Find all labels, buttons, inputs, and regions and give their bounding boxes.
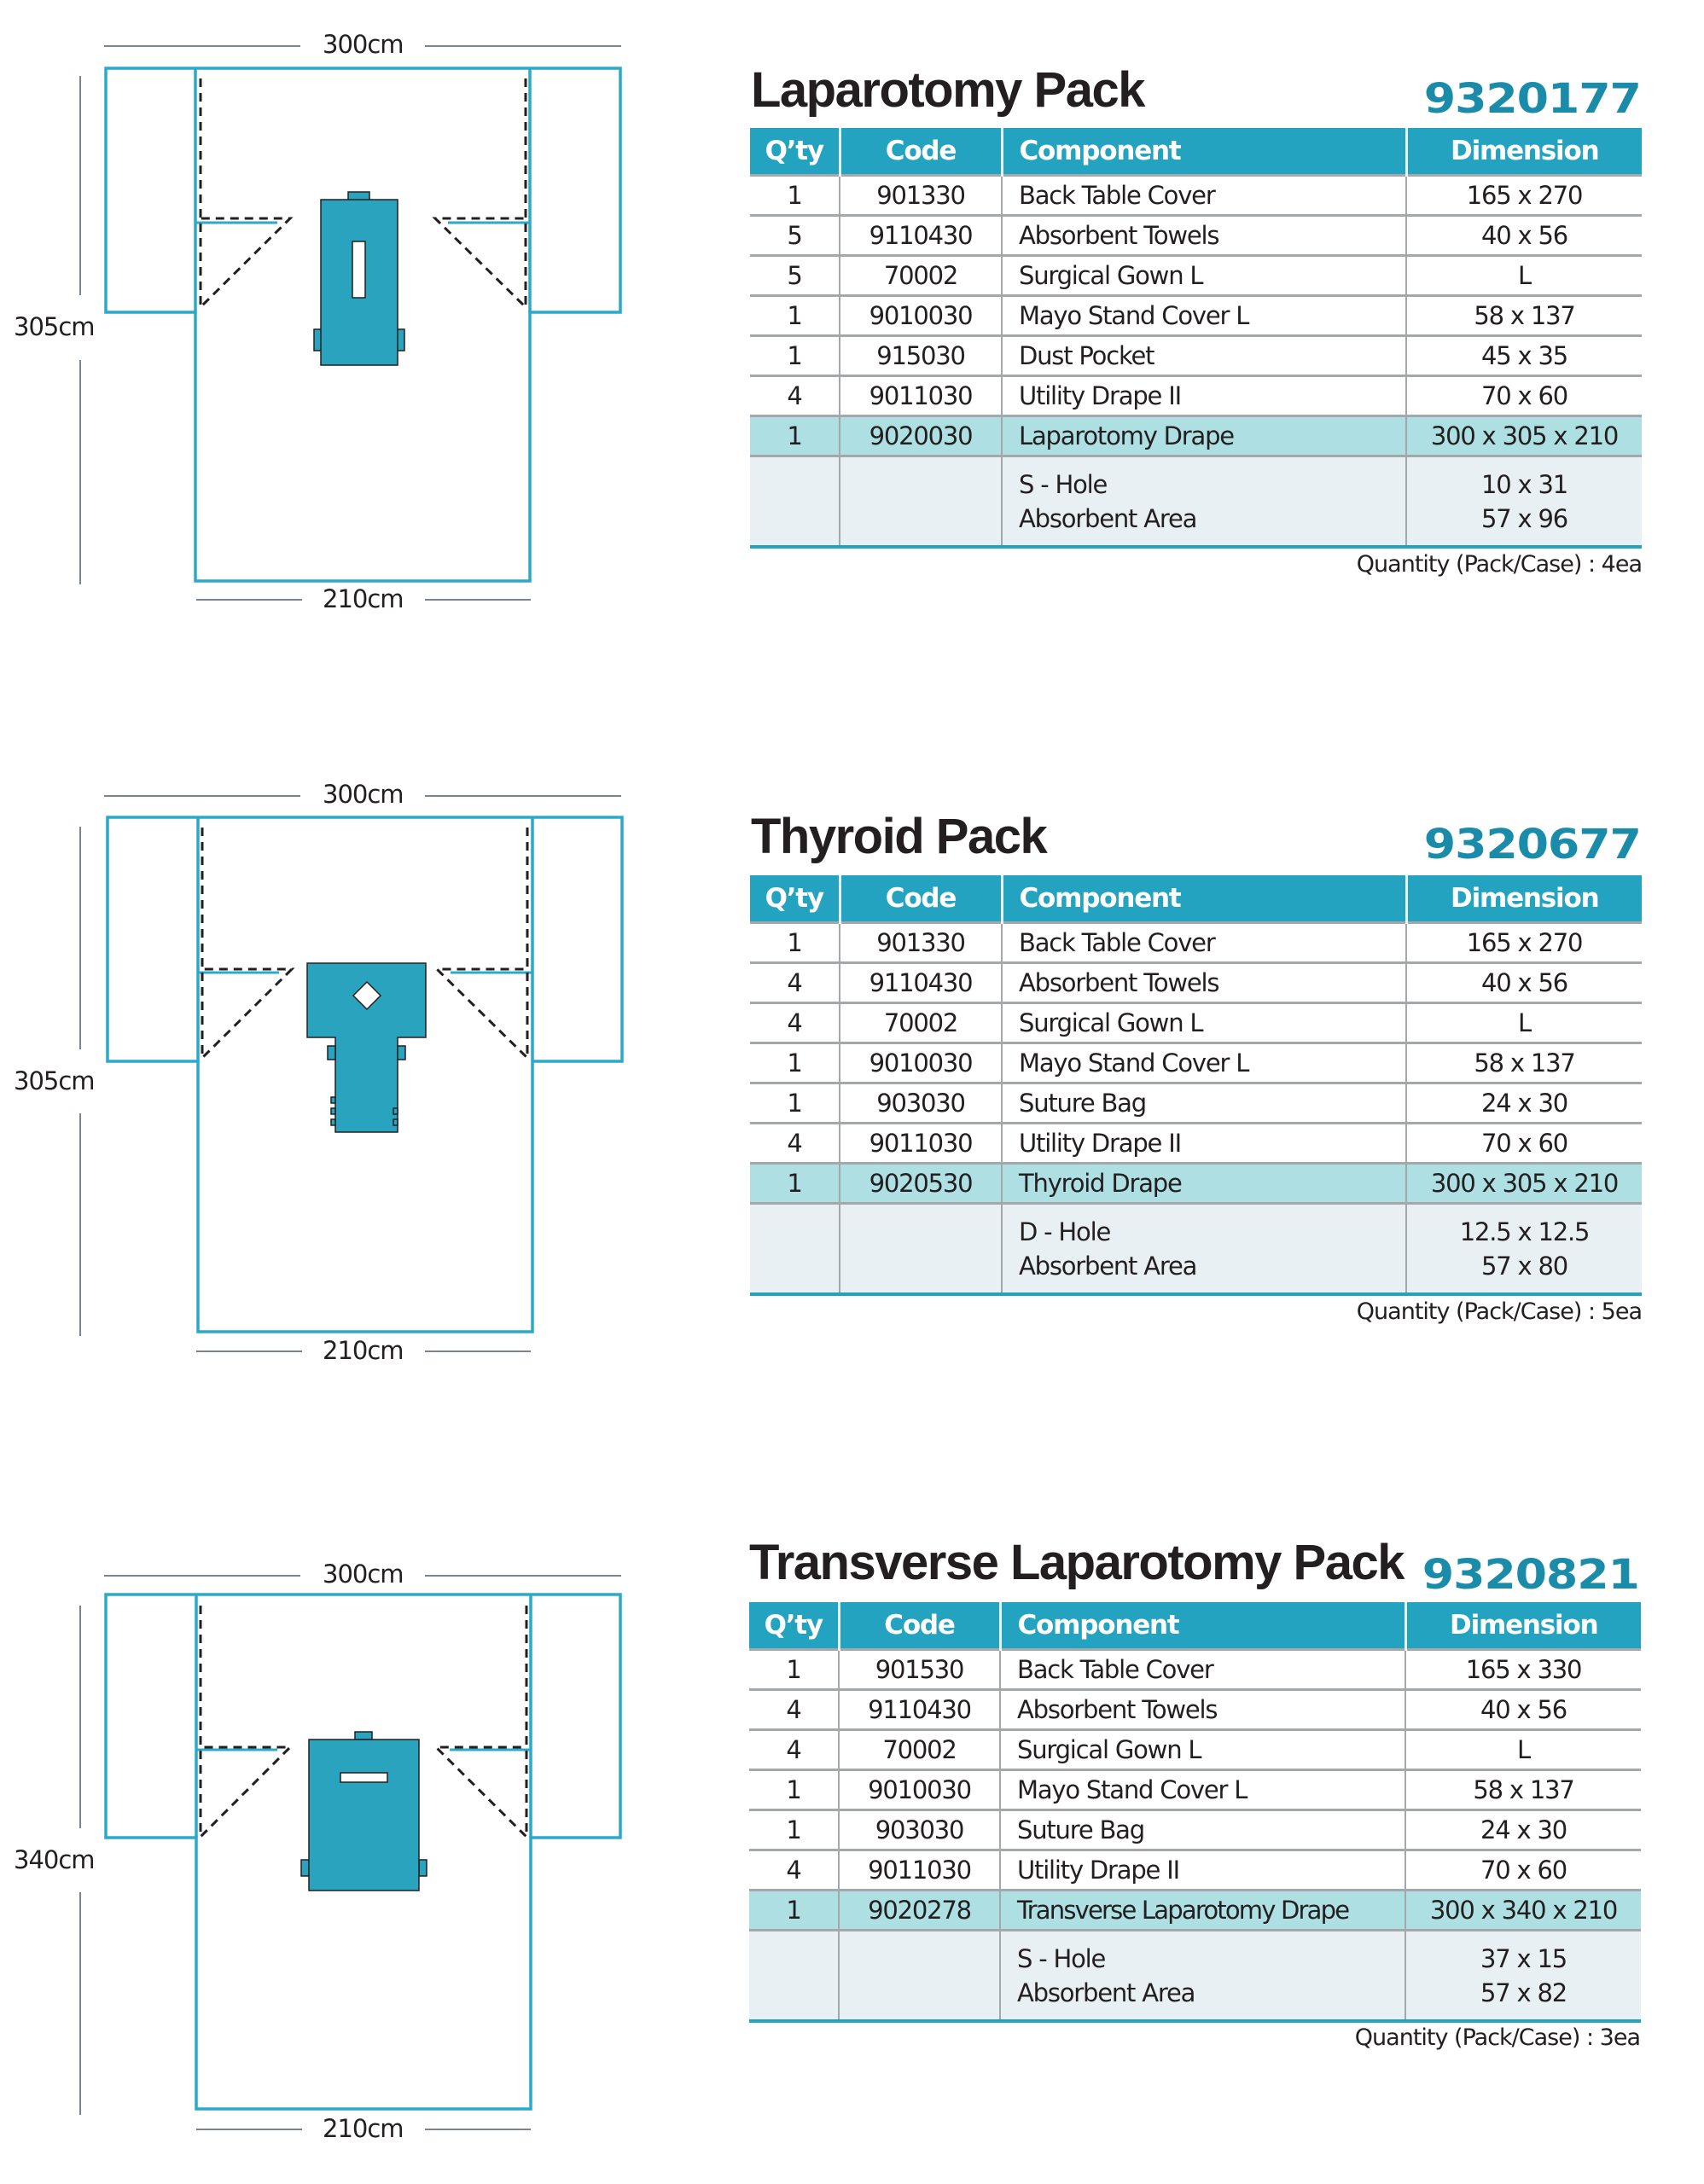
- detail-label: S - Hole: [1019, 469, 1108, 499]
- table-row: [750, 1043, 1642, 1083]
- drape-body: [301, 1732, 427, 1891]
- component-cell: Utility Drape II: [1002, 376, 1406, 416]
- code-cell: 9110430: [840, 216, 1002, 256]
- code-cell: 70002: [839, 1730, 1000, 1770]
- table-row: [749, 1650, 1641, 1690]
- header-code: Code: [840, 128, 1002, 176]
- qty-cell: 1: [750, 336, 840, 376]
- table-row: [750, 176, 1642, 216]
- component-table: [750, 875, 1642, 1296]
- header-dimension: Dimension: [1405, 1602, 1641, 1650]
- dimension-cell: 45 x 35: [1406, 336, 1642, 376]
- qty-cell: 1: [749, 1650, 839, 1690]
- table-row: [750, 923, 1642, 963]
- qty-cell: 4: [750, 1003, 840, 1043]
- header-dimension: Dimension: [1406, 128, 1642, 176]
- qty-cell: 5: [750, 256, 840, 296]
- header-qty: Q’ty: [750, 875, 840, 923]
- qty-cell: 1: [749, 1891, 839, 1931]
- dimension-cell: L: [1405, 1730, 1641, 1770]
- code-cell: 70002: [840, 256, 1002, 296]
- pack-code: 9320821: [1422, 1551, 1639, 1599]
- component-cell: Absorbent Towels: [1002, 216, 1406, 256]
- code-cell: 9010030: [840, 1043, 1002, 1083]
- empty-cell: [750, 456, 840, 548]
- component-cell: Transverse Laparotomy Drape: [1000, 1891, 1405, 1931]
- component-cell: Absorbent Towels: [1000, 1690, 1405, 1730]
- header-component: Component: [1002, 875, 1406, 923]
- detail-dimension: 10 x 31: [1480, 469, 1567, 499]
- component-cell: Utility Drape II: [1002, 1124, 1406, 1164]
- table-row: [749, 1770, 1641, 1810]
- empty-cell: [839, 1931, 1000, 2022]
- detail-label: Absorbent Area: [1019, 1251, 1197, 1281]
- width-label: 300cm: [323, 30, 404, 59]
- code-cell: 9011030: [839, 1850, 1000, 1891]
- code-cell: 9020530: [840, 1164, 1002, 1204]
- qty-cell: 1: [749, 1810, 839, 1850]
- header-component: Component: [1000, 1602, 1405, 1650]
- component-cell: Mayo Stand Cover L: [1000, 1770, 1405, 1810]
- dimension-cell: 40 x 56: [1406, 216, 1642, 256]
- component-cell: Back Table Cover: [1002, 923, 1406, 963]
- detail-label: Absorbent Area: [1019, 503, 1197, 533]
- dimension-cell: L: [1406, 256, 1642, 296]
- qty-cell: 4: [749, 1730, 839, 1770]
- header-component: Component: [1002, 128, 1406, 176]
- detail-dimensions: [1406, 456, 1642, 548]
- table-row: [750, 376, 1642, 416]
- quantity-per-case: Quantity (Pack/Case) : 4ea: [1356, 551, 1642, 578]
- component-cell: Surgical Gown L: [1002, 256, 1406, 296]
- table-row: [749, 1730, 1641, 1770]
- code-cell: 9020030: [840, 416, 1002, 456]
- qty-cell: 4: [750, 963, 840, 1003]
- table-row: [750, 1083, 1642, 1124]
- header-code: Code: [840, 875, 1002, 923]
- dimension-cell: 58 x 137: [1406, 1043, 1642, 1083]
- component-cell: Surgical Gown L: [1002, 1003, 1406, 1043]
- detail-dimension: 57 x 80: [1480, 1251, 1567, 1281]
- detail-label: Absorbent Area: [1017, 1978, 1195, 2007]
- code-cell: 9020278: [839, 1891, 1000, 1931]
- empty-cell: [840, 1204, 1002, 1295]
- dimension-cell: 70 x 60: [1405, 1850, 1641, 1891]
- qty-cell: 4: [750, 1124, 840, 1164]
- drape-detail-row: [750, 456, 1642, 548]
- qty-cell: 1: [750, 1083, 840, 1124]
- code-cell: 9010030: [839, 1770, 1000, 1810]
- detail-dimensions: [1405, 1931, 1641, 2022]
- table-row: [750, 336, 1642, 376]
- length-label: 340cm: [14, 1845, 95, 1874]
- component-cell: Thyroid Drape: [1002, 1164, 1406, 1204]
- detail-labels: [1002, 456, 1406, 548]
- quantity-per-case: Quantity (Pack/Case) : 3ea: [1354, 2024, 1640, 2051]
- dimension-cell: 24 x 30: [1405, 1810, 1641, 1850]
- quantity-per-case: Quantity (Pack/Case) : 5ea: [1356, 1298, 1642, 1325]
- qty-cell: 4: [750, 376, 840, 416]
- table-row: [749, 1690, 1641, 1730]
- component-cell: Utility Drape II: [1000, 1850, 1405, 1891]
- component-cell: Suture Bag: [1002, 1083, 1406, 1124]
- dimension-cell: 40 x 56: [1405, 1690, 1641, 1730]
- code-cell: 9010030: [840, 296, 1002, 336]
- header-qty: Q’ty: [750, 128, 840, 176]
- dimension-cell: 300 x 305 x 210: [1406, 416, 1642, 456]
- qty-cell: 4: [749, 1850, 839, 1891]
- drape-detail-row: [750, 1204, 1642, 1295]
- drape-diagram-svg: [0, 0, 648, 2184]
- bottom-width-label: 210cm: [323, 2114, 404, 2143]
- code-cell: 70002: [840, 1003, 1002, 1043]
- detail-dimensions: [1406, 1204, 1642, 1295]
- dimension-cell: 58 x 137: [1406, 296, 1642, 336]
- dimension-cell: 40 x 56: [1406, 963, 1642, 1003]
- code-cell: 9011030: [840, 376, 1002, 416]
- qty-cell: 1: [750, 176, 840, 216]
- header-qty: Q’ty: [749, 1602, 839, 1650]
- detail-dimension: 37 x 15: [1480, 1943, 1567, 1973]
- code-cell: 903030: [840, 1083, 1002, 1124]
- qty-cell: 5: [750, 216, 840, 256]
- component-cell: Suture Bag: [1000, 1810, 1405, 1850]
- dimension-cell: 165 x 270: [1406, 176, 1642, 216]
- code-cell: 901330: [840, 176, 1002, 216]
- empty-cell: [750, 1204, 840, 1295]
- detail-labels: [1000, 1931, 1405, 2022]
- pack-title: Transverse Laparotomy Pack: [749, 1535, 1404, 1590]
- drape-diagram-transverse-laparotomy: [0, 0, 648, 2184]
- component-cell: Mayo Stand Cover L: [1002, 296, 1406, 336]
- table-row: [749, 1810, 1641, 1850]
- table-header-row: [749, 1602, 1641, 1650]
- component-cell: Back Table Cover: [1002, 176, 1406, 216]
- dimension-cell: 300 x 340 x 210: [1405, 1891, 1641, 1931]
- component-cell: Laparotomy Drape: [1002, 416, 1406, 456]
- detail-dimension: 57 x 96: [1480, 503, 1567, 533]
- table-header-row: [750, 875, 1642, 923]
- pack-title: Laparotomy Pack: [751, 62, 1145, 118]
- qty-cell: 1: [750, 416, 840, 456]
- detail-dimension: 57 x 82: [1480, 1978, 1567, 2007]
- qty-cell: 1: [750, 296, 840, 336]
- detail-label: S - Hole: [1017, 1943, 1106, 1973]
- detail-label: D - Hole: [1019, 1217, 1111, 1246]
- pack-code: 9320177: [1423, 75, 1641, 123]
- code-cell: 901530: [839, 1650, 1000, 1690]
- pack-code: 9320677: [1423, 821, 1641, 868]
- fenestration-slit: [340, 1773, 387, 1782]
- drape-row: [750, 416, 1642, 456]
- component-cell: Mayo Stand Cover L: [1002, 1043, 1406, 1083]
- dimension-cell: 58 x 137: [1405, 1770, 1641, 1810]
- qty-cell: 4: [749, 1690, 839, 1730]
- table-header-row: [750, 128, 1642, 176]
- table-row: [750, 296, 1642, 336]
- qty-cell: 1: [750, 923, 840, 963]
- dimension-cell: 24 x 30: [1406, 1083, 1642, 1124]
- component-cell: Surgical Gown L: [1000, 1730, 1405, 1770]
- header-dimension: Dimension: [1406, 875, 1642, 923]
- dimension-cell: 70 x 60: [1406, 376, 1642, 416]
- table-row: [750, 1003, 1642, 1043]
- drape-row: [749, 1891, 1641, 1931]
- component-cell: Back Table Cover: [1000, 1650, 1405, 1690]
- component-table: [749, 1602, 1641, 2023]
- empty-cell: [840, 456, 1002, 548]
- drape-row: [750, 1164, 1642, 1204]
- width-label: 300cm: [323, 1560, 404, 1589]
- dimension-cell: L: [1406, 1003, 1642, 1043]
- pack-title: Thyroid Pack: [751, 809, 1047, 864]
- code-cell: 901330: [840, 923, 1002, 963]
- table-row: [749, 1850, 1641, 1891]
- table-row: [750, 963, 1642, 1003]
- code-cell: 903030: [839, 1810, 1000, 1850]
- qty-cell: 1: [750, 1164, 840, 1204]
- detail-labels: [1002, 1204, 1406, 1295]
- code-cell: 9110430: [840, 963, 1002, 1003]
- length-label: 305cm: [14, 1066, 95, 1095]
- qty-cell: 1: [749, 1770, 839, 1810]
- code-cell: 9110430: [839, 1690, 1000, 1730]
- table-row: [750, 216, 1642, 256]
- component-table: [750, 128, 1642, 549]
- component-cell: Dust Pocket: [1002, 336, 1406, 376]
- detail-dimension: 12.5 x 12.5: [1459, 1217, 1590, 1246]
- code-cell: 915030: [840, 336, 1002, 376]
- drape-detail-row: [749, 1931, 1641, 2022]
- bottom-width-label: 210cm: [323, 1336, 404, 1365]
- bottom-width-label: 210cm: [323, 584, 404, 613]
- length-label: 305cm: [14, 312, 95, 341]
- dimension-cell: 70 x 60: [1406, 1124, 1642, 1164]
- empty-cell: [749, 1931, 839, 2022]
- table-row: [750, 1124, 1642, 1164]
- dimension-cell: 165 x 330: [1405, 1650, 1641, 1690]
- header-code: Code: [839, 1602, 1000, 1650]
- component-cell: Absorbent Towels: [1002, 963, 1406, 1003]
- table-row: [750, 256, 1642, 296]
- dimension-cell: 300 x 305 x 210: [1406, 1164, 1642, 1204]
- qty-cell: 1: [750, 1043, 840, 1083]
- code-cell: 9011030: [840, 1124, 1002, 1164]
- width-label: 300cm: [323, 780, 404, 809]
- dimension-cell: 165 x 270: [1406, 923, 1642, 963]
